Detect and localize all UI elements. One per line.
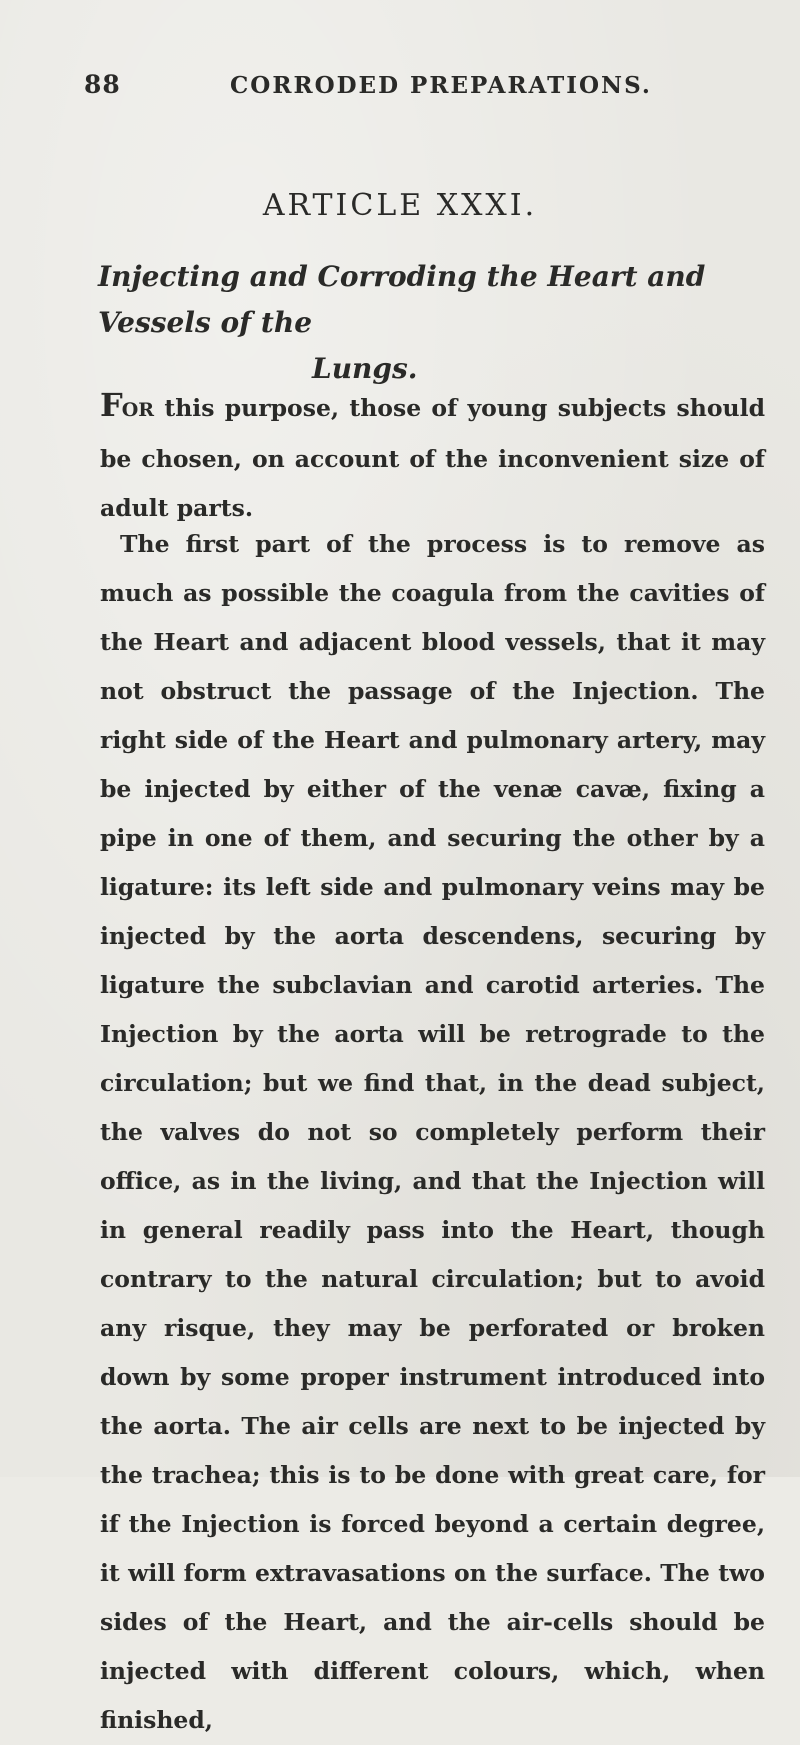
- subtitle-line-2: Lungs.: [312, 352, 418, 385]
- small-caps-word: OR: [121, 399, 155, 421]
- page-number: 88: [84, 70, 121, 99]
- subtitle-line-1: Injecting and Corroding the Heart and Vessels of the: [98, 260, 706, 339]
- article-title: ARTICLE XXXI.: [262, 188, 538, 223]
- running-head: CORRODED PREPARATIONS.: [230, 72, 652, 99]
- paragraph-2: The first part of the process is to remove as much as possible the coagula from the cavities of the Heart and adjacent blood vessels, that it may not obstruct the passage of the Injection. The right side of the Heart and pulmonary artery, may be injected by either of the venæ cavæ, fixing a pipe in one of them, and securing the other by a ligature: its left side and pulmonary veins may be injected by the aorta descendens, securing by ligature the subclavian and carotid arteries. The Injection by the aorta will be retrograde to the circulation; but we find that, in the dead subject, the valves do not so completely perform their office, as in the living, and that the Injection will in general readily pass into the Heart, though contrary to the natural circulation; but to avoid any risque, they may be perforated or broken down by some proper instrument introduced into the aorta. The air cells are next to be injected by the trachea; this is to be done with great care, for if the Injection is forced beyond a certain degree, it will form extravasations on the surface. The two sides of the Heart, and the air-cells should be injected with different colours, which, when finished,: [100, 530, 765, 1734]
- paragraph-1-text: this purpose, those of young subjects should be chosen, on account of the inconvenient size of adult parts.: [100, 394, 765, 522]
- paragraph-1: [100, 381, 765, 533]
- drop-cap: F: [100, 386, 122, 424]
- page-header: [70, 70, 750, 110]
- article-subtitle: [98, 254, 798, 392]
